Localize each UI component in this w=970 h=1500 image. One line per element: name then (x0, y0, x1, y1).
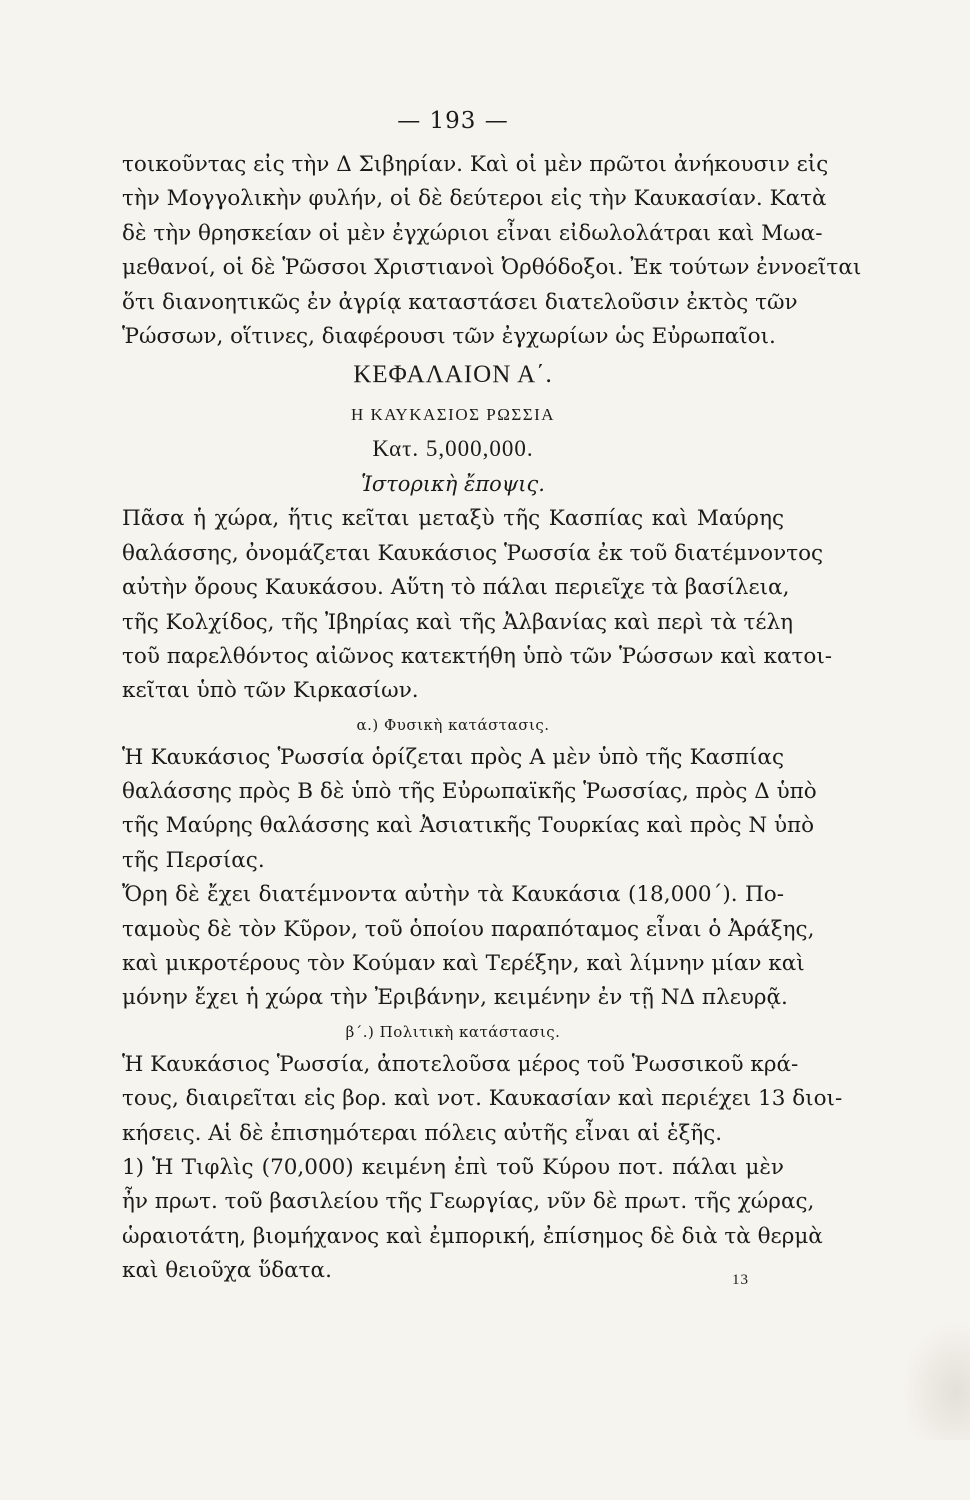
text-line: τοῦ παρελθόντος αἰῶνος κατεκτήθη ὑπὸ τῶν Ῥώσσων καὶ κατοι- (122, 643, 833, 669)
political-heading: β΄.) Πολιτικὴ κατάστασις. (345, 1022, 561, 1041)
history-heading: Ἱστορικὴ ἔποψις. (361, 472, 545, 497)
text-line: Πᾶσα ἡ χώρα, ἥτις κεῖται μεταξὺ τῆς Κασπίας καὶ Μαύρης (122, 506, 784, 532)
physical-heading: α.) Φυσικὴ κατάστασις. (356, 715, 550, 734)
text-line: Ὄρη δὲ ἔχει διατέμνοντα αὐτὴν τὰ Καυκάσια (18,000΄). Πο- (122, 882, 784, 908)
physical-paragraph (122, 741, 817, 1016)
text-line: μόνην ἔχει ἡ χώρα τὴν Ἐριβάνην, κειμένην ἐν τῇ ΝΔ πλευρᾷ. (122, 985, 788, 1011)
text-line: ἦν πρωτ. τοῦ βασιλείου τῆς Γεωργίας, νῦν δὲ πρωτ. τῆς χώρας, (122, 1189, 815, 1215)
signature-mark: 13 (732, 1272, 749, 1288)
text-line: Ἡ Καυκάσιος Ῥωσσία ὁρίζεται πρὸς Α μὲν ὑπὸ τῆς Κασπίας (122, 744, 784, 770)
text-line: δὲ τὴν θρησκείαν οἱ μὲν ἐγχώριοι εἶναι εἰδωλολάτραι καὶ Μωα- (122, 220, 823, 246)
text-line: τῆς Μαύρης θαλάσσης καὶ Ἀσιατικῆς Τουρκίας καὶ πρὸς Ν ὑπὸ (122, 813, 815, 839)
text-line: τῆς Περσίας. (122, 847, 265, 873)
text-line: τοικοῦντας εἰς τὴν Δ Σιβηρίαν. Καὶ οἱ μὲν πρῶτοι ἀνήκουσιν εἰς (122, 152, 829, 177)
text-line: Ῥώσσων, οἵτινες, διαφέρουσι τῶν ἐγχωρίων ὡς Εὐρωπαῖοι. (122, 323, 776, 349)
political-paragraph (122, 1048, 843, 1289)
text-line: τὴν Μογγολικὴν φυλήν, οἱ δὲ δεύτεροι εἰς τὴν Καυκασίαν. Κατὰ (122, 186, 827, 212)
chapter-title: ΚΕΦΑΛΑΙΟΝ Α΄. (353, 361, 553, 389)
text-line: 1) Ἡ Τιφλὶς (70,000) κειμένη ἐπὶ τοῦ Κύρου ποτ. πάλαι μὲν (122, 1154, 784, 1180)
text-line: Ἡ Καυκάσιος Ῥωσσία, ἀποτελοῦσα μέρος τοῦ Ῥωσσικοῦ κρά- (122, 1051, 799, 1077)
text-line: μεθανοί, οἱ δὲ Ῥῶσσοι Χριστιανοὶ Ὀρθόδοξοι. Ἐκ τούτων ἐννοεῖται (122, 255, 862, 281)
text-line: τῆς Κολχίδος, τῆς Ἰβηρίας καὶ τῆς Ἀλβανίας καὶ περὶ τὰ τέλη (122, 609, 794, 635)
text-line: καὶ μικροτέρους τὸν Κούμαν καὶ Τερέξην, καὶ λίμνην μίαν καὶ (122, 951, 805, 977)
intro-paragraph (122, 148, 862, 354)
text-line: θαλάσσης, ὀνομάζεται Καυκάσιος Ῥωσσία ἐκ τοῦ διατέμνοντος (122, 540, 824, 566)
page-number: — 193 — (397, 108, 509, 134)
population-line: Κατ. 5,000,000. (372, 436, 534, 462)
text-line: τους, διαιρεῖται εἰς βορ. καὶ νοτ. Καυκασίαν καὶ περιέχει 13 διοι- (122, 1086, 843, 1112)
text-line: κήσεις. Αἱ δὲ ἐπισημότεραι πόλεις αὐτῆς εἶναι αἱ ἑξῆς. (122, 1120, 723, 1146)
text-line: ὅτι διανοητικῶς ἐν ἀγρίᾳ καταστάσει διατελοῦσιν ἐκτὸς τῶν (122, 289, 798, 315)
text-block (122, 100, 862, 1289)
text-line: καὶ θειοῦχα ὕδατα. (122, 1258, 332, 1284)
text-line: κεῖται ὑπὸ τῶν Κιρκασίων. (122, 678, 419, 704)
paper-stain (900, 1320, 970, 1440)
chapter-subtitle: Η ΚΑΥΚΑΣΙΟΣ ΡΩΣΣΙΑ (350, 405, 556, 425)
text-line: ὡραιοτάτη, βιομήχανος καὶ ἐμπορική, ἐπίσημος δὲ διὰ τὰ θερμὰ (122, 1223, 823, 1249)
text-line: αὐτὴν ὄρους Καυκάσου. Αὕτη τὸ πάλαι περιεῖχε τὰ βασίλεια, (122, 575, 790, 601)
text-line: θαλάσσης πρὸς Β δὲ ὑπὸ τῆς Εὐρωπαϊκῆς Ῥωσσίας, πρὸς Δ ὑπὸ (122, 779, 817, 805)
text-line: ταμοὺς δὲ τὸν Κῦρον, τοῦ ὁποίου παραπόταμος εἶναι ὁ Ἀράξης, (122, 916, 815, 942)
history-paragraph (122, 502, 833, 708)
